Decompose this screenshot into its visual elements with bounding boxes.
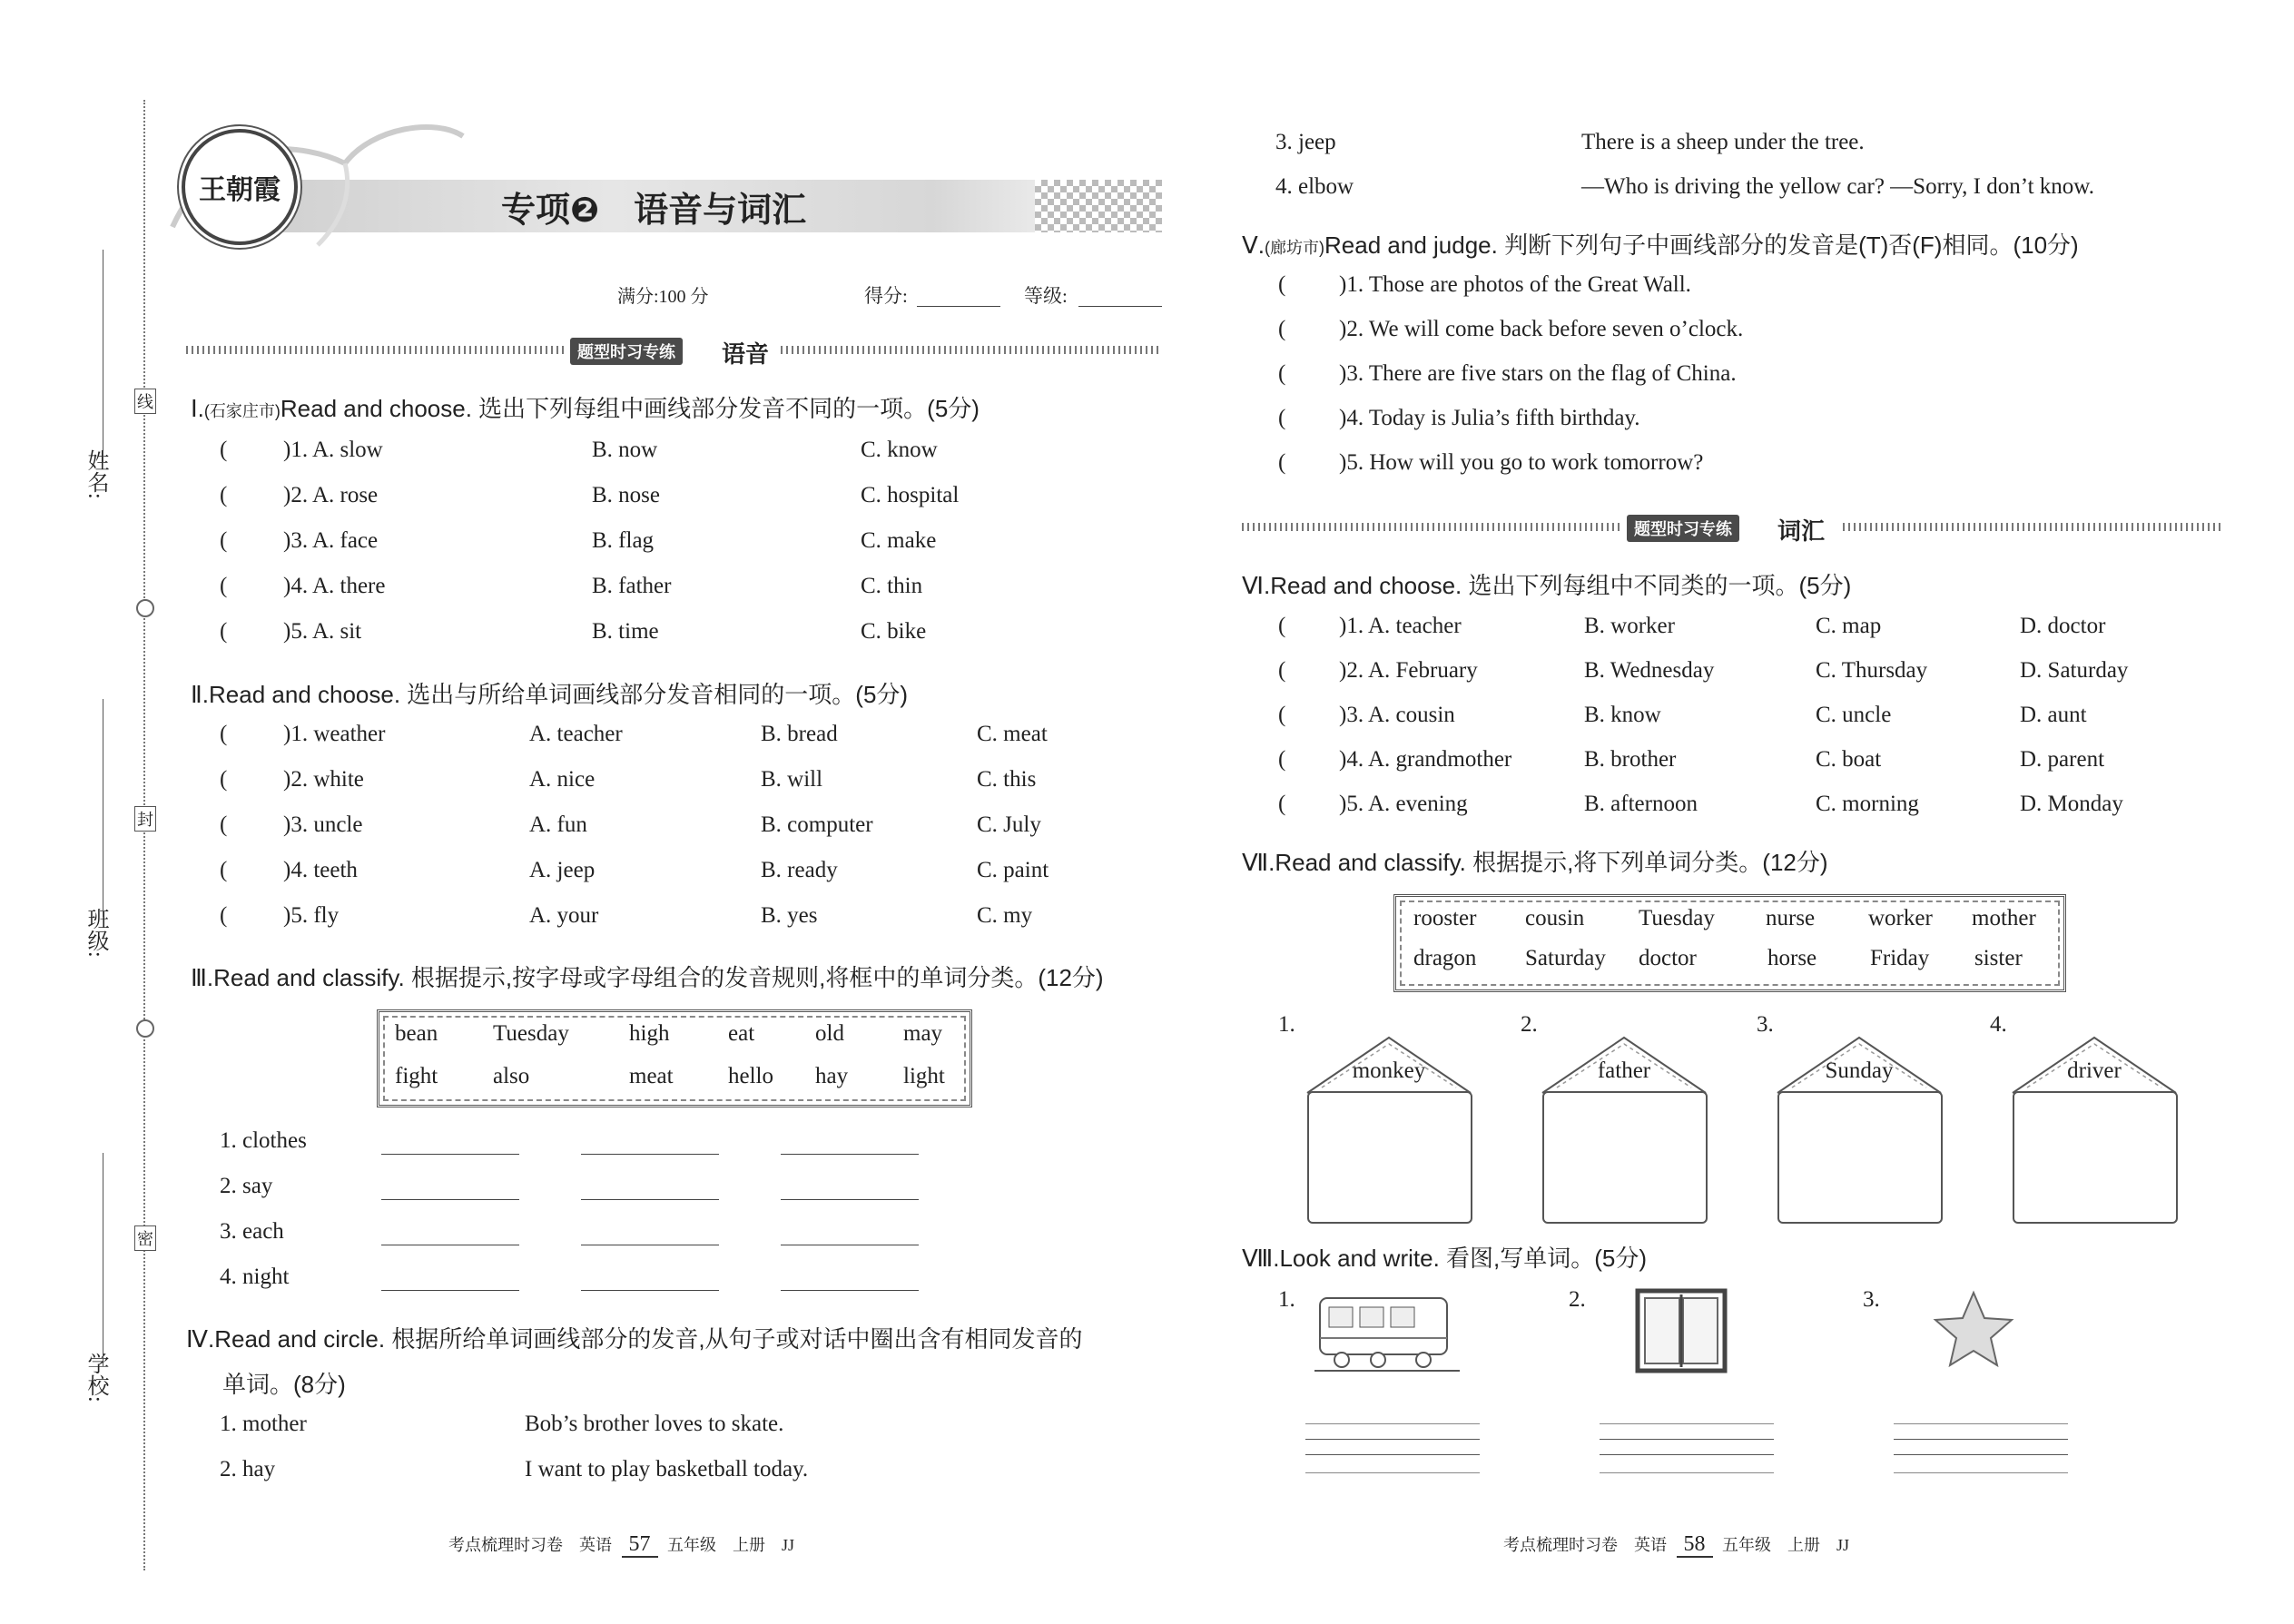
sec3-answer-blank[interactable]	[381, 1290, 519, 1291]
answer-paren[interactable]: (	[220, 812, 228, 837]
binding-class-label: 班级:	[84, 908, 107, 958]
sec8-writing-line	[1600, 1439, 1774, 1440]
sec3-box-word: bean	[395, 1021, 438, 1046]
brand-logo	[182, 129, 298, 245]
sec2-item-a: A. teacher	[529, 722, 623, 746]
binding-school-label: 学校:	[84, 1353, 107, 1403]
sec7-box-word: horse	[1767, 946, 1817, 970]
answer-paren[interactable]: (	[1278, 361, 1286, 386]
sec3-heading: Ⅲ.Read and classify. 根据提示,按字母或字母组合的发音规则,将框中的单词分类。(12分)	[191, 964, 1104, 991]
sec3-box-word: hay	[815, 1064, 849, 1088]
sec1-item-c: C. know	[861, 438, 938, 462]
answer-paren[interactable]: (	[220, 483, 228, 507]
sec2-item-c: C. this	[977, 767, 1037, 792]
answer-paren[interactable]: (	[1278, 317, 1286, 341]
sec1-item-b: B. father	[592, 574, 672, 598]
footer-left-grade: 五年级 上册 JJ	[667, 1536, 795, 1554]
sec3-answer-blank[interactable]	[781, 1154, 919, 1155]
binding-ring-2	[136, 1019, 154, 1038]
sec7-box-word: sister	[1974, 946, 2023, 970]
sec8-writing-line	[1894, 1472, 2068, 1473]
sec6-item-b: B. know	[1584, 703, 1661, 727]
sec5-item: )1. Those are photos of the Great Wall.	[1339, 272, 1691, 297]
sec8-writing-line	[1600, 1423, 1774, 1424]
sec1-item-a: )5. A. sit	[283, 619, 362, 644]
sec4-word: 3. jeep	[1275, 130, 1336, 154]
sec1-item-c: C. bike	[861, 619, 927, 644]
sec6-item-b: B. brother	[1584, 747, 1677, 772]
sec1-item-b: B. now	[592, 438, 658, 462]
sec6-item-c: C. map	[1816, 614, 1882, 638]
footer-right	[1503, 1532, 1849, 1557]
sec6-item-a: )1. A. teacher	[1339, 614, 1462, 638]
sec7-house-label: Sunday	[1825, 1058, 1894, 1083]
vocab-rule-right	[1843, 523, 2222, 531]
sec3-answer-blank[interactable]	[781, 1199, 919, 1200]
footer-left-page: 57	[622, 1532, 658, 1558]
full-score: 满分:100 分	[617, 287, 709, 307]
sec8-writing-line[interactable]	[1600, 1454, 1774, 1455]
sec2-item-b: B. computer	[761, 812, 873, 837]
sec3-box-word: fight	[395, 1064, 438, 1088]
star-icon	[1932, 1287, 2015, 1371]
sec6-item-a: )2. A. February	[1339, 658, 1478, 683]
sec2-item-a: A. nice	[529, 767, 596, 792]
binding-mark-3: 密	[134, 1225, 156, 1251]
sec6-item-d: D. Saturday	[2020, 658, 2129, 683]
sec6-item-b: B. worker	[1584, 614, 1675, 638]
sec6-item-d: D. Monday	[2020, 792, 2123, 816]
sec2-item-word: )5. fly	[283, 903, 340, 928]
answer-paren[interactable]: (	[1278, 658, 1286, 683]
answer-paren[interactable]: (	[220, 767, 228, 792]
sec3-answer-blank[interactable]	[581, 1290, 719, 1291]
sec7-box-word: Friday	[1870, 946, 1930, 970]
sec3-answer-blank[interactable]	[381, 1154, 519, 1155]
answer-paren[interactable]: (	[1278, 703, 1286, 727]
sec2-item-a: A. fun	[529, 812, 587, 837]
sec6-item-b: B. afternoon	[1584, 792, 1698, 816]
answer-paren[interactable]: (	[220, 528, 228, 553]
sec6-heading: Ⅵ.Read and choose. 选出下列每组中不同类的一项。(5分)	[1242, 572, 1852, 599]
sec7-house-answer-box[interactable]	[1542, 1091, 1708, 1224]
sec4-word: 4. elbow	[1275, 174, 1354, 199]
sec5-item: )3. There are five stars on the flag of China.	[1339, 361, 1737, 386]
answer-paren[interactable]: (	[1278, 272, 1286, 297]
sec7-box-word: worker	[1868, 906, 1933, 930]
answer-paren[interactable]: (	[220, 574, 228, 598]
sec6-item-c: C. morning	[1816, 792, 1919, 816]
answer-paren[interactable]: (	[220, 858, 228, 882]
sec2-item-word: )4. teeth	[283, 858, 358, 882]
sec3-box-word: may	[903, 1021, 943, 1046]
sec7-house-number: 3.	[1757, 1012, 1774, 1037]
sec7-box-word: rooster	[1413, 906, 1477, 930]
answer-paren[interactable]: (	[1278, 747, 1286, 772]
sec8-writing-line[interactable]	[1894, 1454, 2068, 1455]
sec7-box-word: mother	[1972, 906, 2036, 930]
page-title: 专项❷ 语音与词汇	[501, 192, 807, 230]
answer-paren[interactable]: (	[220, 903, 228, 928]
sec7-house-label: driver	[2067, 1058, 2122, 1083]
sec3-box-word: meat	[629, 1064, 674, 1088]
sec1-item-c: C. make	[861, 528, 937, 553]
window-icon	[1634, 1287, 1728, 1374]
phonics-badge: 题型时习专练	[570, 338, 683, 365]
sec7-box-word: Saturday	[1525, 946, 1606, 970]
brand-logo-text: 王朝霞	[199, 175, 281, 205]
sec4-word: 2. hay	[220, 1457, 276, 1481]
sec1-item-c: C. thin	[861, 574, 923, 598]
sec5-item: )2. We will come back before seven o’clock.	[1339, 317, 1744, 341]
sec7-house-number: 2.	[1521, 1012, 1538, 1037]
sec7-box-word: cousin	[1525, 906, 1585, 930]
sec8-writing-line	[1305, 1423, 1480, 1424]
sec4-heading-line2: 单词。(8分)	[222, 1371, 346, 1398]
sec4-sentence: —Who is driving the yellow car? —Sorry, I don’t know.	[1581, 174, 2094, 199]
sec3-word-box	[377, 1009, 972, 1107]
sec5-heading: Ⅴ.(廊坊市)Read and judge. 判断下列句子中画线部分的发音是(T)否(F)相同。(10分)	[1242, 231, 2079, 259]
sec2-item-c: C. July	[977, 812, 1041, 837]
sec2-item-c: C. paint	[977, 858, 1049, 882]
sec7-house-answer-box[interactable]	[2013, 1091, 2178, 1224]
sec1-item-a: )3. A. face	[283, 528, 379, 553]
sec7-house-label: father	[1597, 1058, 1651, 1083]
score-field[interactable]	[917, 306, 1000, 307]
sec6-item-c: C. uncle	[1816, 703, 1892, 727]
sec6-item-a: )5. A. evening	[1339, 792, 1468, 816]
sec3-answer-blank[interactable]	[781, 1290, 919, 1291]
sec6-item-c: C. Thursday	[1816, 658, 1928, 683]
sec6-item-d: D. doctor	[2020, 614, 2106, 638]
sec6-item-d: D. parent	[2020, 747, 2105, 772]
sec5-item: )4. Today is Julia’s fifth birthday.	[1339, 406, 1640, 430]
binding-name-label: 姓名:	[84, 449, 107, 499]
sec1-item-c: C. hospital	[861, 483, 960, 507]
phonics-badge-title: 语音	[722, 340, 770, 368]
footer-left-series: 考点梳理时习卷 英语	[448, 1536, 612, 1554]
sec8-writing-line	[1305, 1439, 1480, 1440]
sec3-box-word: eat	[728, 1021, 755, 1046]
sec3-box-word: also	[493, 1064, 530, 1088]
binding-dotted-line	[143, 100, 145, 1570]
answer-paren[interactable]: (	[220, 619, 228, 644]
sec6-item-d: D. aunt	[2020, 703, 2087, 727]
sec7-house-number: 4.	[1990, 1012, 2007, 1037]
sec1-item-a: )2. A. rose	[283, 483, 379, 507]
sec3-box-word: light	[903, 1064, 945, 1088]
sec6-item-a: )3. A. cousin	[1339, 703, 1455, 727]
sec8-writing-line	[1894, 1439, 2068, 1440]
binding-mark-1: 线	[134, 389, 156, 414]
sec3-answer-blank[interactable]	[581, 1154, 719, 1155]
footer-right-grade: 五年级 上册 JJ	[1722, 1536, 1850, 1554]
sec4-word: 1. mother	[220, 1412, 307, 1436]
sec8-num-3: 3.	[1863, 1287, 1880, 1312]
sec7-word-box	[1393, 894, 2066, 992]
sec1-item-b: B. nose	[592, 483, 660, 507]
answer-paren[interactable]: (	[220, 438, 228, 462]
sec7-house-label: monkey	[1352, 1058, 1426, 1083]
sec3-answer-blank[interactable]	[581, 1199, 719, 1200]
sec1-item-b: B. flag	[592, 528, 655, 553]
sec7-box-word: Tuesday	[1639, 906, 1715, 930]
binding-ring-1	[136, 599, 154, 617]
sec8-heading: Ⅷ.Look and write. 看图,写单词。(5分)	[1242, 1245, 1648, 1272]
sec7-house-answer-box[interactable]	[1307, 1091, 1472, 1224]
vocab-rule-left	[1242, 523, 1623, 531]
sec5-item: )5. How will you go to work tomorrow?	[1339, 450, 1704, 475]
sec4-heading-line1: Ⅳ.Read and circle. 根据所给单词画线部分的发音,从句子或对话中圈出含有相同发音的	[186, 1325, 1083, 1353]
sec7-box-word: dragon	[1413, 946, 1477, 970]
answer-paren[interactable]: (	[1278, 792, 1286, 816]
sec3-answer-blank[interactable]	[381, 1199, 519, 1200]
sec3-box-word: hello	[728, 1064, 773, 1088]
answer-paren[interactable]: (	[1278, 450, 1286, 475]
sec2-item-b: B. yes	[761, 903, 818, 928]
grade-field[interactable]	[1078, 306, 1162, 307]
sec6-item-a: )4. A. grandmother	[1339, 747, 1512, 772]
sec3-item: 1. clothes	[220, 1128, 307, 1153]
grade-label: 等级:	[1024, 285, 1068, 307]
footer-right-page: 58	[1677, 1532, 1713, 1558]
sec2-item-b: B. will	[761, 767, 823, 792]
answer-paren[interactable]: (	[1278, 406, 1286, 430]
sec8-num-2: 2.	[1569, 1287, 1586, 1312]
sec3-item: 3. each	[220, 1219, 284, 1244]
sec2-item-word: )2. white	[283, 767, 364, 792]
sec8-writing-line[interactable]	[1305, 1454, 1480, 1455]
sec3-item: 2. say	[220, 1174, 273, 1198]
sec7-house-answer-box[interactable]	[1777, 1091, 1943, 1224]
banner-checker	[1035, 180, 1162, 232]
sec1-item-a: )4. A. there	[283, 574, 386, 598]
sec7-house-number: 1.	[1278, 1012, 1295, 1037]
sec1-heading: Ⅰ.(石家庄市)Read and choose. 选出下列每组中画线部分发音不同的一项。(5分)	[191, 395, 980, 422]
sec2-item-c: C. my	[977, 903, 1033, 928]
sec6-item-b: B. Wednesday	[1584, 658, 1715, 683]
answer-paren[interactable]: (	[1278, 614, 1286, 638]
sec7-heading: Ⅶ.Read and classify. 根据提示,将下列单词分类。(12分)	[1242, 849, 1828, 876]
sec2-item-b: B. bread	[761, 722, 838, 746]
sec4-sentence: I want to play basketball today.	[525, 1457, 809, 1481]
footer-left	[448, 1532, 794, 1557]
sec4-sentence: Bob’s brother loves to skate.	[525, 1412, 784, 1436]
vocab-badge-title: 词汇	[1777, 517, 1826, 545]
sec8-writing-line	[1894, 1423, 2068, 1424]
sec2-item-a: A. jeep	[529, 858, 596, 882]
vocab-badge: 题型时习专练	[1627, 515, 1739, 542]
sec8-num-1: 1.	[1278, 1287, 1295, 1312]
sec8-writing-line	[1305, 1472, 1480, 1473]
train-icon	[1314, 1287, 1460, 1378]
footer-right-series: 考点梳理时习卷 英语	[1503, 1536, 1667, 1554]
sec2-item-b: B. ready	[761, 858, 838, 882]
sec2-item-c: C. meat	[977, 722, 1048, 746]
sec6-item-c: C. boat	[1816, 747, 1882, 772]
sec3-box-word: high	[629, 1021, 670, 1046]
sec3-box-word: Tuesday	[493, 1021, 569, 1046]
sec7-box-word: nurse	[1766, 906, 1816, 930]
sec3-item: 4. night	[220, 1265, 290, 1289]
phonics-rule-left	[186, 346, 567, 354]
sec1-item-a: )1. A. slow	[283, 438, 383, 462]
sec2-item-word: )3. uncle	[283, 812, 363, 837]
sec3-box-word: old	[815, 1021, 844, 1046]
phonics-rule-right	[781, 346, 1162, 354]
sec2-item-a: A. your	[529, 903, 599, 928]
sec1-item-b: B. time	[592, 619, 659, 644]
score-label: 得分:	[864, 285, 908, 307]
answer-paren[interactable]: (	[220, 722, 228, 746]
sec8-writing-line	[1600, 1472, 1774, 1473]
sec2-heading: Ⅱ.Read and choose. 选出与所给单词画线部分发音相同的一项。(5分)	[191, 681, 909, 708]
binding-mark-2: 封	[134, 806, 156, 832]
sec4-sentence: There is a sheep under the tree.	[1581, 130, 1865, 154]
sec7-box-word: doctor	[1639, 946, 1697, 970]
sec2-item-word: )1. weather	[283, 722, 386, 746]
